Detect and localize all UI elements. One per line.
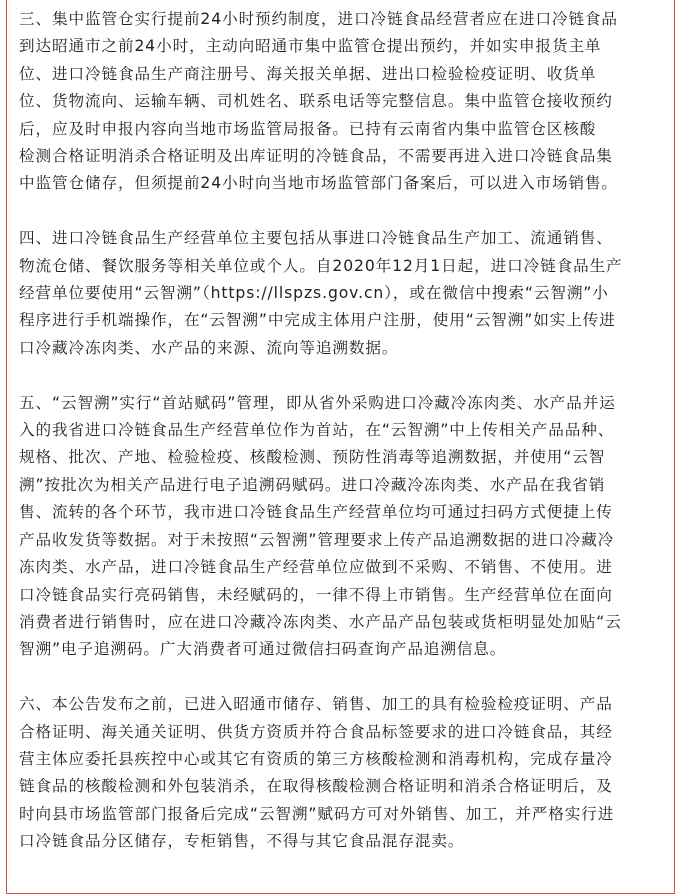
announcement-body xyxy=(19,6,667,883)
paragraph-4-traceability-registration: 四、进口冷链食品生产经营单位主要包括从事进口冷链食品生产加工、流通销售、 物流仓储、餐饮服务等相关单位或个人。自2020年12月1日起，进口冷链食品生产 经营单位要使用“云智溯”（https://llspzs.gov.cn），或在微信中搜索“云智溯”小 程序进行手机端操作，在“云智溯”中完成主体用户注册，使用“云智溯”如实上传进 口冷藏冷冻肉类、水产品的来源、流向等追溯数据。 xyxy=(19,229,623,357)
paragraph-3-reservation-system: 三、集中监管仓实行提前24小时预约制度，进口冷链食品经营者应在进口冷链食品 到达昭通市之前24小时，主动向昭通市集中监管仓提出预约，并如实申报货主单 位、进口冷链食品生产商注册号、海关报关单据、进出口检验检疫证明、收货单 位、货物流向、运输车辆、司机姓名、联系电话等完整信息。集中监管仓接收预约 后，应及时申报内容向当地市场监管局报备。已持有云南省内集中监管仓区核酸 检测合格证明消杀合格证明及出库证明的冷链食品，不需要再进入进口冷链食品集 中监管仓储存，但须提前24小时向当地市场监管部门备案后，可以进入市场销售。 xyxy=(19,10,618,193)
paragraph-6-existing-stock: 六、本公告发布之前，已进入昭通市储存、销售、加工的具有检验检疫证明、产品 合格证明、海关通关证明、供货方资质并符合食品标签要求的进口冷链食品，其经 营主体应委托县疾控中心或其它有资质的第三方核酸检测和消毒机构，完成存量冷 链食品的核酸检测和外包装消杀，在取得核酸检测合格证明和消杀合格证明后，及 时向县市场监管部门报备后完成“云智溯”赋码方可对外销售、加工，并严格实行进 口冷链食品分区储存，专柜销售，不得与其它食品混存混卖。 xyxy=(19,695,615,851)
paragraph-5-first-station-coding: 五、“云智溯”实行“首站赋码”管理，即从省外采购进口冷藏冷冻肉类、水产品并运 入的我省进口冷链食品生产经营单位作为首站，在“云智溯”中上传相关产品品种、 规格、批次、产地、检验检疫、核酸检测、预防性消毒等追溯数据，并使用“云智 溯”按批次为相关产品进行电子追溯码赋码。进口冷藏冷冻肉类、水产品在我省销 售、流转的各个环节，我市进口冷链食品生产经营单位均可通过扫码方式便捷上传 产品收发货等数据。对于未按照“云智溯”管理要求上传产品追溯数据的进口冷藏冷 冻肉类、水产品，进口冷链食品生产经营单位应做到不采购、不销售、不使用。进 口冷链食品实行亮码销售，未经赋码的，一律不得上市销售。生产经营单位在面向 消费者进行销售时，应在进口冷藏冷冻肉类、水产品产品包装或货柜明显处加贴“云 智溯”电子追溯码。广大消费者可通过微信扫码查询产品追溯信息。 xyxy=(19,393,622,659)
